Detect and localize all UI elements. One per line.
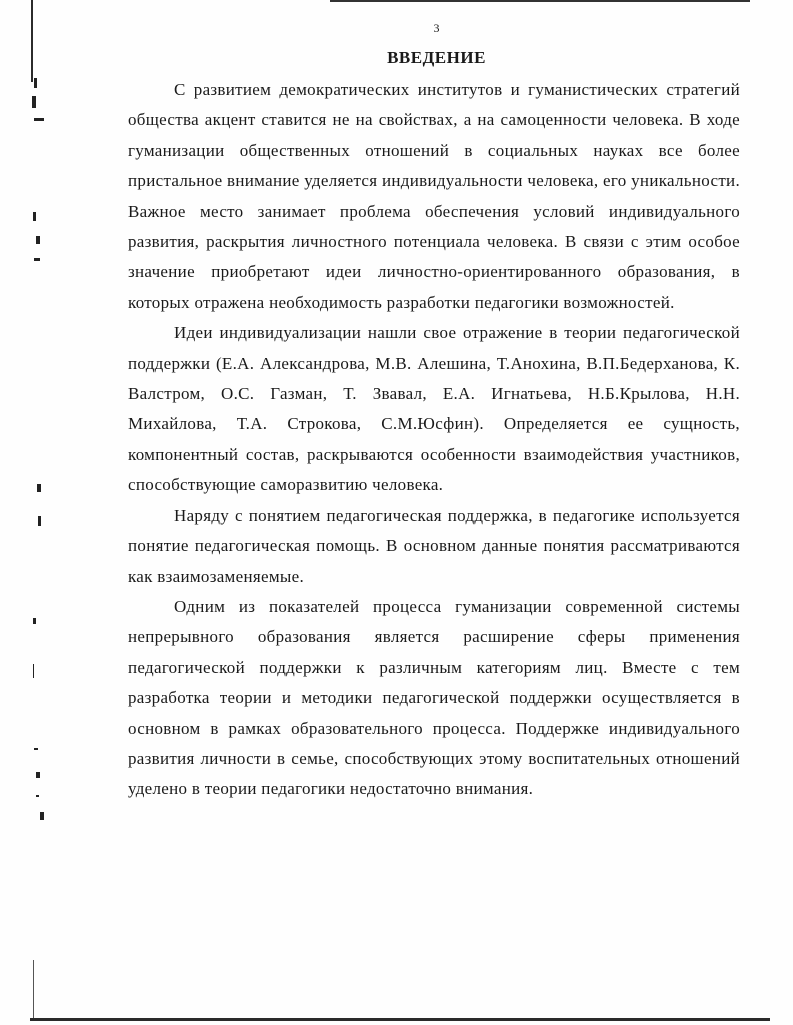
scan-top-line — [330, 0, 750, 2]
scan-bottom-line — [30, 1018, 770, 1021]
page-title: ВВЕДЕНИЕ — [387, 48, 486, 67]
page-number: 3 — [433, 21, 440, 35]
paragraph: Одним из показателей процесса гуманизации современной системы непрерывного образования является расширение сферы применения педагогической поддержки к различным категориям лиц. Вместе с тем разработка теории и методики педагогической поддержки осуществляется в основном в рамках образовательного процесса. Поддержке индивидуального развития личности в семье, способствующих этому воспитательных отношений уделено в теории педагогики недостаточно внимания. — [128, 596, 740, 799]
paragraph: Наряду с понятием педагогическая поддержка, в педагогике используется понятие педагогическая помощь. В основном данные понятия рассматриваются как взаимозаменяемые. — [128, 505, 740, 586]
scan-margin-marks — [30, 0, 60, 1025]
paragraph: Идеи индивидуализации нашли свое отражение в теории педагогической поддержки (Е.А. Александрова, М.В. Алешина, Т.Анохина, В.П.Бедерханова, К. Валстром, О.С. Газман, Т. Звавал, Е.А. Игнатьева, Н.Б.Крылова, Н.Н. Михайлова, Т.А. Строкова, С.М.Юсфин). Определяется ее сущность, компонентный состав, раскрываются особенности взаимодействия участников, способствующие саморазвитию человека. — [128, 323, 740, 495]
paragraph: С развитием демократических институтов и гуманистических стратегий общества акцент ставится не на свойствах, а на самоценности человека. В ходе гуманизации общественных отношений в социальных науках все более пристальное внимание уделяется индивидуальности человека, его уникальности. Важное место занимает проблема обеспечения условий индивидуального развития, раскрытия личностного потенциала человека. В связи с этим особое значение приобретают идеи личностно-ориентированного образования, в которых отражена необходимость разработки педагогики возможностей. — [128, 80, 740, 312]
document-body — [128, 75, 740, 805]
